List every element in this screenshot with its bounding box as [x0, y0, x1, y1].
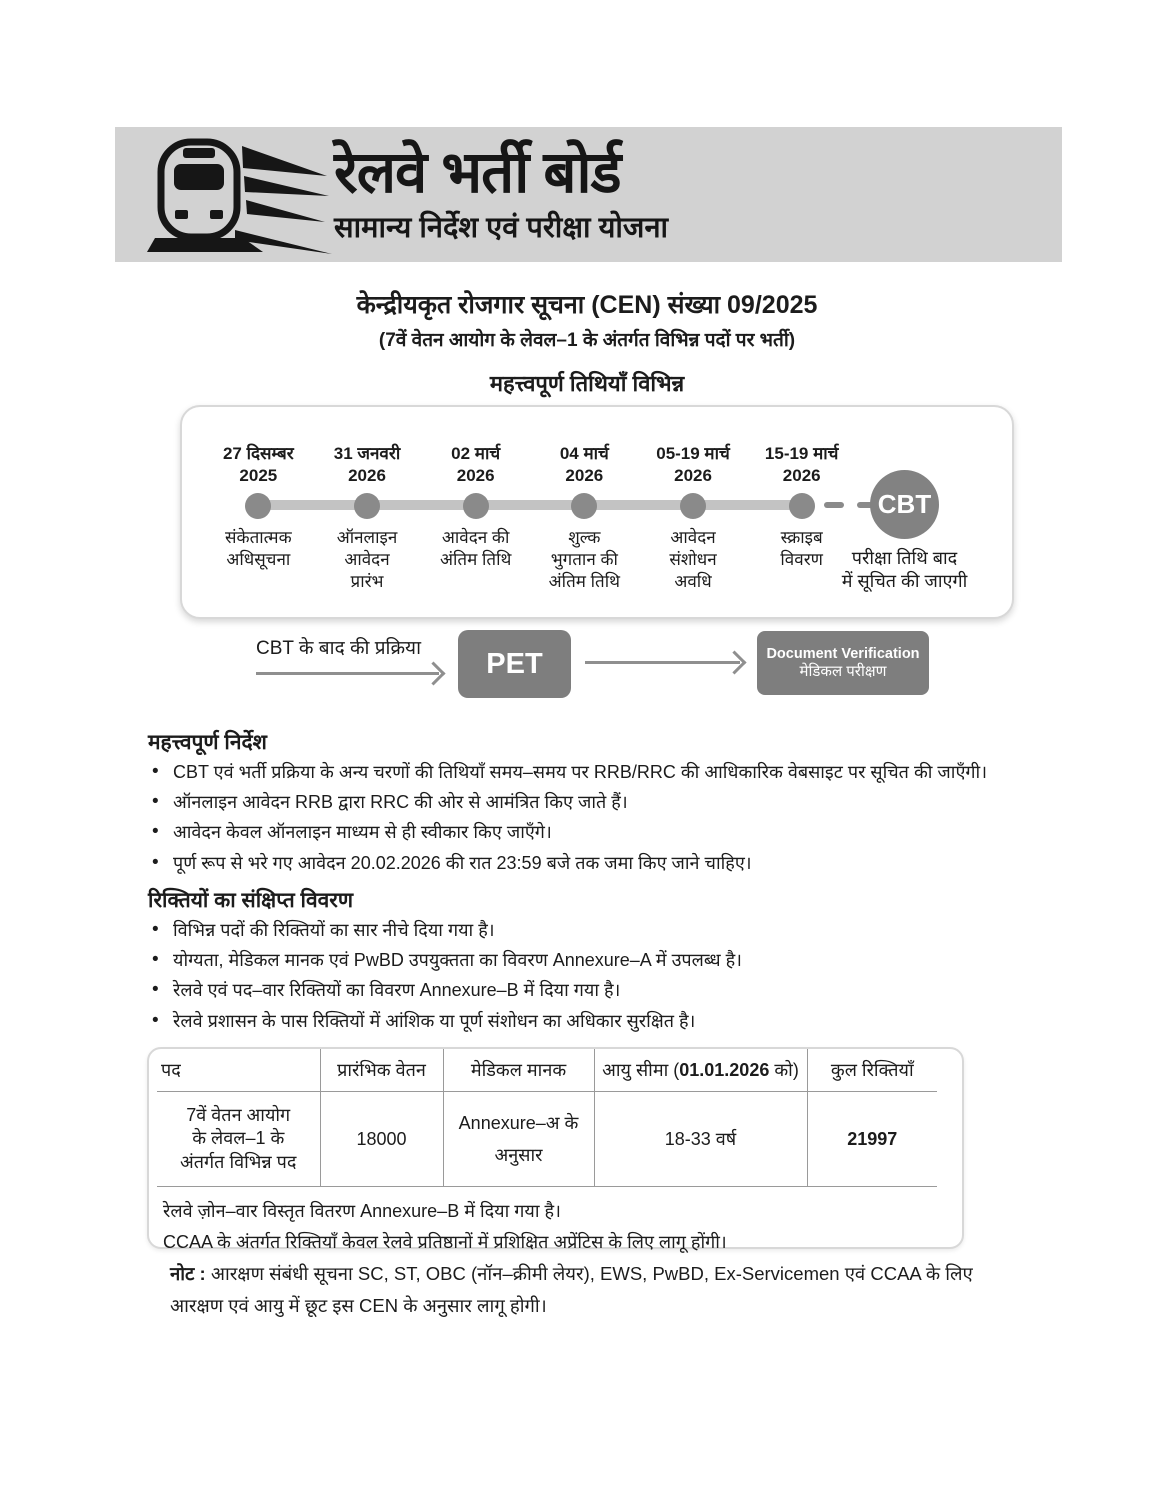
milestone-dot-icon	[571, 493, 597, 519]
document-verification-box	[757, 631, 929, 695]
date-line1: 27 दिसम्बर	[222, 444, 294, 463]
date-line2: 2026	[565, 466, 604, 486]
milestone-dot-icon	[245, 493, 271, 519]
vacancy-table	[157, 1049, 937, 1187]
milestone-dot-icon	[463, 493, 489, 519]
timeline-card	[180, 405, 1014, 619]
vacancy-list	[150, 920, 990, 1041]
vacancy-table-card	[147, 1047, 964, 1252]
age-pre: आयु सीमा (	[602, 1060, 680, 1080]
date-line2: 2026	[456, 466, 495, 486]
date-line1: 31 जनवरी	[333, 444, 401, 463]
table-header-row	[157, 1049, 937, 1092]
date-line1: 04 मार्च	[559, 444, 609, 463]
milestone-label: स्क्राइब विवरण	[780, 528, 823, 570]
header-medical: मेडिकल मानक	[443, 1049, 594, 1092]
timeline-milestone	[204, 443, 313, 593]
banner-text	[334, 140, 669, 245]
pet-box: PET	[458, 630, 571, 698]
arrow-right-icon	[585, 661, 740, 664]
header-banner	[115, 127, 1062, 262]
list-item: • विभिन्न पदों की रिक्तियों का सार नीचे दिया गया है।	[150, 920, 990, 941]
list-item: • आवेदन केवल ऑनलाइन माध्यम से ही स्वीकार किए जाएँगे।	[150, 822, 990, 843]
arrow-right-icon	[256, 672, 439, 675]
table-footnote-1: रेलवे ज़ोन–वार विस्तृत वितरण Annexure–B में दिया गया है।	[163, 1201, 561, 1222]
list-item: • पूर्ण रूप से भरे गए आवेदन 20.02.2026 की रात 23:59 बजे तक जमा किए जाने चाहिए।	[150, 853, 990, 874]
timeline-milestone	[421, 443, 530, 593]
timeline-milestone	[313, 443, 422, 593]
milestone-date	[223, 443, 294, 489]
milestone-date	[334, 443, 401, 489]
milestone-label: शुल्क भुगतान की अंतिम तिथि	[548, 528, 621, 592]
header-age	[594, 1049, 807, 1092]
cell-salary: 18000	[320, 1092, 443, 1187]
dash-icon	[824, 502, 844, 508]
date-line1: 05-19 मार्च	[656, 444, 730, 463]
cell-age: 18-33 वर्ष	[594, 1092, 807, 1187]
date-line1: 15-19 मार्च	[764, 444, 839, 463]
cbt-circle: CBT	[870, 470, 939, 539]
list-item: • रेलवे एवं पद–वार रिक्तियों का विवरण Annexure–B में दिया गया है।	[150, 980, 990, 1001]
note-text: आरक्षण संबंधी सूचना SC, ST, OBC (नॉन–क्रीमी लेयर), EWS, PwBD, Ex-Servicemen एवं CCAA के लिए आरक्षण एवं आयु में छूट इस CEN के अनुसार लागू होगी।	[170, 1263, 973, 1317]
cell-post: 7वें वेतन आयोग के लेवल–1 के अंतर्गत विभिन्न पद	[157, 1092, 320, 1187]
table-footnote-2: CCAA के अंतर्गत रिक्तियाँ केवल रेलवे प्रतिष्ठानों में प्रशिक्षित अप्रेंटिस के लिए लागू होंगी।	[163, 1231, 727, 1252]
age-date: 01.01.2026	[679, 1060, 770, 1080]
date-line2: 2026	[782, 466, 821, 486]
post-cbt-process-label: CBT के बाद की प्रक्रिया	[256, 638, 422, 659]
dv-subtitle: मेडिकल परीक्षण	[799, 662, 887, 680]
date-line2: 2026	[348, 466, 386, 486]
list-item: • रेलवे प्रशासन के पास रिक्तियों में आंशिक या पूर्ण संशोधन का अधिकार सुरक्षित है।	[150, 1011, 990, 1032]
train-icon	[147, 134, 332, 256]
table-footnotes	[163, 1196, 948, 1257]
milestone-dot-icon	[680, 493, 706, 519]
list-item: • ऑनलाइन आवेदन RRB द्वारा RRC की ओर से आमंत्रित किए जाते हैं।	[150, 792, 990, 813]
important-dates-title: महत्त्वपूर्ण तिथियाँ विभिन्न	[489, 371, 685, 396]
milestone-label: आवेदन संशोधन अवधि	[669, 528, 717, 592]
table-row	[157, 1092, 937, 1187]
cen-subheading: (7वें वेतन आयोग के लेवल–1 के अंतर्गत विभिन्न पदों पर भर्ती)	[378, 330, 796, 351]
header-salary: प्रारंभिक वेतन	[320, 1049, 443, 1092]
milestone-dot-icon	[354, 493, 380, 519]
milestone-date	[451, 443, 500, 489]
milestone-date	[560, 443, 609, 489]
milestone-label: संकेतात्मक अधिसूचना	[225, 528, 292, 570]
age-post: को)	[769, 1060, 799, 1080]
cbt-caption: परीक्षा तिथि बाद में सूचित की जाएगी	[841, 548, 968, 592]
cell-total: 21997	[807, 1092, 937, 1187]
milestone-label: ऑनलाइन आवेदन प्रारंभ	[336, 528, 398, 592]
board-title: रेलवे भर्ती बोर्ड	[334, 140, 621, 206]
reservation-note	[170, 1258, 988, 1323]
list-item: • CBT एवं भर्ती प्रक्रिया के अन्य चरणों की तिथियाँ समय–समय पर RRB/RRC की आधिकारिक वेबसाइट पर सूचित की जाएँगी।	[150, 762, 990, 783]
milestone-dot-icon	[789, 493, 815, 519]
note-label: नोट :	[170, 1263, 206, 1284]
cell-medical: Annexure–अ के अनुसार	[443, 1092, 594, 1187]
instructions-title: महत्त्वपूर्ण निर्देश	[148, 731, 267, 754]
dv-title: Document Verification	[766, 645, 920, 662]
board-subtitle: सामान्य निर्देश एवं परीक्षा योजना	[334, 211, 669, 244]
timeline-milestone	[530, 443, 639, 593]
header-post: पद	[157, 1049, 320, 1092]
milestone-date	[765, 443, 839, 489]
timeline-milestone	[639, 443, 748, 593]
date-line1: 02 मार्च	[451, 444, 501, 463]
timeline-items	[204, 443, 856, 593]
date-line2: 2026	[674, 466, 712, 486]
milestone-label: आवेदन की अंतिम तिथि	[440, 528, 512, 570]
instructions-list	[150, 762, 990, 883]
milestone-date	[656, 443, 730, 489]
cen-heading: केन्द्रीयकृत रोजगार सूचना (CEN) संख्या 09/2025	[356, 291, 818, 319]
date-line2: 2025	[239, 466, 278, 486]
header-total: कुल रिक्तियाँ	[807, 1049, 937, 1092]
list-item: • योग्यता, मेडिकल मानक एवं PwBD उपयुक्तता का विवरण Annexure–A में उपलब्ध है।	[150, 950, 990, 971]
vacancy-title: रिक्तियों का संक्षिप्त विवरण	[148, 889, 354, 912]
